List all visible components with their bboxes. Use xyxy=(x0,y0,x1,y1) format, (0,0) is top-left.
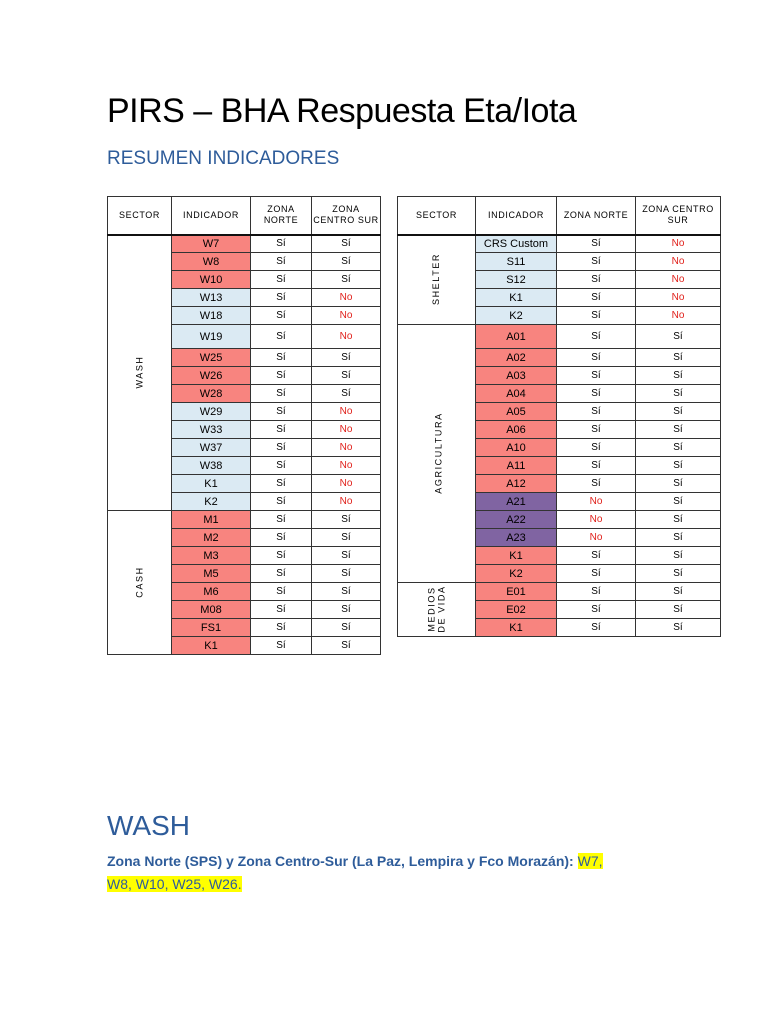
zona-norte-value: Sí xyxy=(251,511,312,529)
zona-norte-value: Sí xyxy=(557,289,636,307)
zona-norte-value: Sí xyxy=(251,307,312,325)
zona-norte-value: Sí xyxy=(251,601,312,619)
indicators-table-right xyxy=(397,196,721,637)
zona-norte-value: Sí xyxy=(251,583,312,601)
zona-norte-value: Sí xyxy=(251,235,312,253)
zona-norte-value: Sí xyxy=(251,421,312,439)
indicator-code: K1 xyxy=(172,637,251,655)
zona-centro-sur-value: Sí xyxy=(636,493,721,511)
sector-cell xyxy=(398,325,476,583)
indicator-code: W28 xyxy=(172,385,251,403)
indicators-table-right-body xyxy=(398,235,721,637)
zona-norte-value: Sí xyxy=(557,367,636,385)
indicator-code: W25 xyxy=(172,349,251,367)
indicator-code: A10 xyxy=(476,439,557,457)
zona-centro-sur-value: Sí xyxy=(636,367,721,385)
header-zona-norte: ZONA NORTE xyxy=(557,197,636,235)
zona-centro-sur-value: Sí xyxy=(312,601,381,619)
zona-centro-sur-value: No xyxy=(636,307,721,325)
sector-label-line: DE VIDA xyxy=(436,585,447,633)
zona-centro-sur-value: Sí xyxy=(312,253,381,271)
zona-norte-value: Sí xyxy=(557,475,636,493)
zona-norte-value: Sí xyxy=(251,637,312,655)
zona-centro-sur-value: Sí xyxy=(312,619,381,637)
indicator-code: A04 xyxy=(476,385,557,403)
zona-centro-sur-value: Sí xyxy=(636,547,721,565)
zona-centro-sur-value: No xyxy=(312,403,381,421)
zona-centro-sur-value: Sí xyxy=(636,619,721,637)
header-sector: SECTOR xyxy=(108,197,172,235)
indicator-code: K1 xyxy=(172,475,251,493)
zones-lead-text: Zona Norte (SPS) y Zona Centro-Sur (La Paz, Lempira y Fco Morazán): xyxy=(107,853,578,869)
indicator-code: A01 xyxy=(476,325,557,349)
indicator-code: A22 xyxy=(476,511,557,529)
zona-norte-value: Sí xyxy=(557,457,636,475)
indicator-code: K2 xyxy=(172,493,251,511)
header-zona-centro-sur: ZONA CENTRO SUR xyxy=(312,197,381,235)
zona-norte-value: Sí xyxy=(251,529,312,547)
zona-centro-sur-value: No xyxy=(312,307,381,325)
zona-centro-sur-value: No xyxy=(312,475,381,493)
indicator-code: W18 xyxy=(172,307,251,325)
indicator-code: W33 xyxy=(172,421,251,439)
sector-label: SHELTER xyxy=(431,253,442,306)
zona-centro-sur-value: Sí xyxy=(312,349,381,367)
indicator-code: W29 xyxy=(172,403,251,421)
zona-centro-sur-value: Sí xyxy=(636,349,721,367)
sector-cell xyxy=(108,235,172,511)
indicator-code: M5 xyxy=(172,565,251,583)
highlight-w7: W7, xyxy=(577,853,603,869)
zona-norte-value: Sí xyxy=(557,271,636,289)
table-row xyxy=(398,235,721,253)
indicator-code: K2 xyxy=(476,565,557,583)
zona-norte-value: Sí xyxy=(251,547,312,565)
zona-centro-sur-value: Sí xyxy=(636,385,721,403)
indicator-code: A02 xyxy=(476,349,557,367)
zona-centro-sur-value: Sí xyxy=(636,475,721,493)
sector-label: WASH xyxy=(134,355,145,389)
zona-norte-value: Sí xyxy=(251,253,312,271)
zona-centro-sur-value: Sí xyxy=(312,565,381,583)
zona-norte-value: Sí xyxy=(251,349,312,367)
zona-centro-sur-value: Sí xyxy=(636,457,721,475)
zona-centro-sur-value: Sí xyxy=(636,421,721,439)
zona-norte-value: Sí xyxy=(557,307,636,325)
zona-norte-value: Sí xyxy=(557,421,636,439)
indicator-code: A12 xyxy=(476,475,557,493)
zona-norte-value: Sí xyxy=(557,349,636,367)
indicator-code: M3 xyxy=(172,547,251,565)
indicator-code: K2 xyxy=(476,307,557,325)
indicator-code: A05 xyxy=(476,403,557,421)
zona-centro-sur-value: Sí xyxy=(312,547,381,565)
zona-norte-value: No xyxy=(557,493,636,511)
zona-centro-sur-value: Sí xyxy=(636,325,721,349)
zona-norte-value: Sí xyxy=(557,325,636,349)
table-row xyxy=(108,511,381,529)
zona-centro-sur-value: Sí xyxy=(312,235,381,253)
indicator-code: E02 xyxy=(476,601,557,619)
indicator-code: K1 xyxy=(476,619,557,637)
zona-centro-sur-value: No xyxy=(636,235,721,253)
zona-norte-value: Sí xyxy=(251,403,312,421)
zona-norte-value: Sí xyxy=(557,565,636,583)
indicator-code: A21 xyxy=(476,493,557,511)
indicator-code: W26 xyxy=(172,367,251,385)
zona-centro-sur-value: Sí xyxy=(312,367,381,385)
table-row xyxy=(398,583,721,601)
indicator-code: S11 xyxy=(476,253,557,271)
zona-centro-sur-value: No xyxy=(312,457,381,475)
zona-norte-value: Sí xyxy=(251,385,312,403)
zona-centro-sur-value: Sí xyxy=(312,637,381,655)
indicator-code: K1 xyxy=(476,547,557,565)
zona-centro-sur-value: No xyxy=(312,493,381,511)
zona-centro-sur-value: No xyxy=(636,271,721,289)
sector-cell xyxy=(398,235,476,325)
indicator-code: A06 xyxy=(476,421,557,439)
indicator-code: W7 xyxy=(172,235,251,253)
indicators-table-left xyxy=(107,196,381,655)
zona-norte-value: Sí xyxy=(557,583,636,601)
sector-label-line: MEDIOS xyxy=(426,586,437,632)
zona-norte-value: Sí xyxy=(251,325,312,349)
indicator-code: A03 xyxy=(476,367,557,385)
zona-norte-value: Sí xyxy=(557,403,636,421)
sector-label: AGRICULTURA xyxy=(433,412,444,494)
indicator-code: W13 xyxy=(172,289,251,307)
header-indicador: INDICADOR xyxy=(476,197,557,235)
indicator-code: CRS Custom xyxy=(476,235,557,253)
section-paragraph xyxy=(107,850,667,896)
indicator-code: A23 xyxy=(476,529,557,547)
indicator-code: A11 xyxy=(476,457,557,475)
header-indicador: INDICADOR xyxy=(172,197,251,235)
zona-norte-value: No xyxy=(557,529,636,547)
zona-centro-sur-value: No xyxy=(312,421,381,439)
zona-centro-sur-value: Sí xyxy=(636,529,721,547)
page-title: PIRS – BHA Respuesta Eta/Iota xyxy=(107,92,577,130)
zona-norte-value: Sí xyxy=(557,601,636,619)
zona-norte-value: Sí xyxy=(251,457,312,475)
zona-norte-value: Sí xyxy=(251,475,312,493)
zona-norte-value: Sí xyxy=(557,547,636,565)
zona-centro-sur-value: No xyxy=(312,325,381,349)
indicator-code: W37 xyxy=(172,439,251,457)
section-heading-wash: WASH xyxy=(107,810,190,841)
indicator-code: W8 xyxy=(172,253,251,271)
zona-norte-value: Sí xyxy=(557,619,636,637)
zona-norte-value: Sí xyxy=(251,493,312,511)
highlight-indicators: W8, W10, W25, W26. xyxy=(107,876,242,892)
zona-norte-value: Sí xyxy=(251,367,312,385)
indicator-code: W19 xyxy=(172,325,251,349)
header-zona-centro-sur: ZONA CENTRO SUR xyxy=(636,197,721,235)
indicator-code: M08 xyxy=(172,601,251,619)
zona-norte-value: Sí xyxy=(557,235,636,253)
table-row xyxy=(398,325,721,349)
zona-norte-value: Sí xyxy=(557,253,636,271)
indicators-table-left-body xyxy=(108,235,381,655)
indicator-code: S12 xyxy=(476,271,557,289)
sector-cell xyxy=(398,583,476,637)
zona-norte-value: No xyxy=(557,511,636,529)
zona-centro-sur-value: Sí xyxy=(312,271,381,289)
zona-norte-value: Sí xyxy=(251,439,312,457)
indicator-code: FS1 xyxy=(172,619,251,637)
header-zona-norte: ZONA NORTE xyxy=(251,197,312,235)
zona-centro-sur-value: No xyxy=(312,439,381,457)
indicator-code: K1 xyxy=(476,289,557,307)
zona-norte-value: Sí xyxy=(251,619,312,637)
zona-norte-value: Sí xyxy=(557,439,636,457)
indicator-code: M6 xyxy=(172,583,251,601)
indicator-code: M2 xyxy=(172,529,251,547)
zona-centro-sur-value: Sí xyxy=(636,601,721,619)
indicator-code: W38 xyxy=(172,457,251,475)
zona-centro-sur-value: No xyxy=(636,253,721,271)
zona-centro-sur-value: Sí xyxy=(636,403,721,421)
page-subtitle: RESUMEN INDICADORES xyxy=(107,148,340,169)
indicator-code: E01 xyxy=(476,583,557,601)
zona-centro-sur-value: Sí xyxy=(636,439,721,457)
zona-centro-sur-value: Sí xyxy=(636,565,721,583)
zona-centro-sur-value: Sí xyxy=(312,385,381,403)
indicator-code: W10 xyxy=(172,271,251,289)
zona-centro-sur-value: No xyxy=(312,289,381,307)
table-row xyxy=(108,235,381,253)
indicator-code: M1 xyxy=(172,511,251,529)
zona-centro-sur-value: Sí xyxy=(636,583,721,601)
zona-centro-sur-value: Sí xyxy=(312,583,381,601)
zona-norte-value: Sí xyxy=(251,289,312,307)
zona-centro-sur-value: Sí xyxy=(636,511,721,529)
zona-norte-value: Sí xyxy=(251,565,312,583)
zona-centro-sur-value: No xyxy=(636,289,721,307)
zona-centro-sur-value: Sí xyxy=(312,511,381,529)
zona-norte-value: Sí xyxy=(251,271,312,289)
sector-cell xyxy=(108,511,172,655)
header-sector: SECTOR xyxy=(398,197,476,235)
sector-label xyxy=(427,585,447,632)
zona-norte-value: Sí xyxy=(557,385,636,403)
zona-centro-sur-value: Sí xyxy=(312,529,381,547)
sector-label: CASH xyxy=(134,566,145,598)
